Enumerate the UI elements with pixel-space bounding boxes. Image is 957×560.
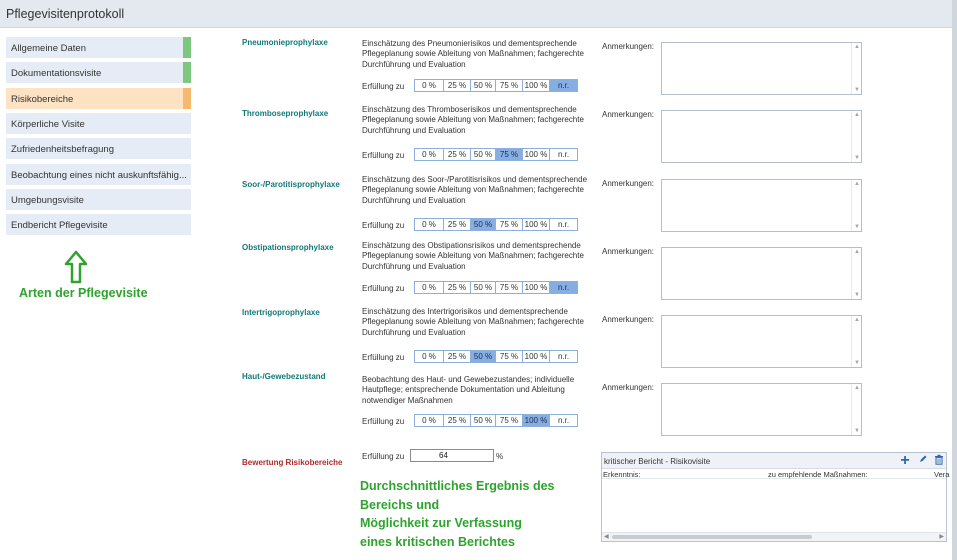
sidebar-item-label: Umgebungsvisite [11, 195, 84, 206]
fulfillment-option[interactable]: 25 % [444, 219, 471, 230]
scroll-down-icon[interactable]: ▼ [854, 155, 860, 161]
category-description: Einschätzung des Pneumonierisikos und dementsprechende Pflegeplanung sowie Ableitung von Maßnahmen; fachgerechte Durchführung und Evaluation [362, 39, 584, 69]
sidebar-item[interactable] [6, 113, 191, 134]
fulfillment-selector [414, 218, 578, 231]
sidebar-annotation: Arten der Pflegevisite [19, 286, 148, 300]
window-title: Pflegevisitenprotokoll [6, 7, 125, 21]
report-title: kritischer Bericht - Risikovisite [604, 457, 711, 466]
fulfillment-option[interactable]: n.r. [557, 220, 570, 229]
callout-line: Bereichs und [360, 497, 440, 512]
erfuellung-label: Erfüllung zu [362, 151, 405, 160]
anmerkungen-label: Anmerkungen: [602, 383, 655, 392]
column-vera[interactable]: Vera [934, 470, 950, 479]
fulfillment-option[interactable]: 50 % [471, 415, 496, 426]
callout-line: Möglichkeit zur Verfassung [360, 516, 522, 530]
fulfillment-option[interactable]: 100 % [523, 415, 550, 426]
fulfillment-option[interactable]: 25 % [444, 351, 471, 362]
fulfillment-option[interactable]: n.r. [557, 150, 570, 159]
category-title: Soor-/Parotitisprophylaxe [242, 180, 340, 189]
sidebar-item-label: Dokumentationsvisite [11, 68, 102, 79]
fulfillment-option[interactable]: 100 % [523, 219, 550, 230]
status-indicator [183, 62, 191, 83]
fulfillment-selector [414, 79, 578, 92]
erfuellung-label: Erfüllung zu [362, 417, 405, 426]
horizontal-scrollbar[interactable] [602, 532, 946, 541]
pencil-icon [918, 454, 928, 464]
anmerkungen-label: Anmerkungen: [602, 247, 655, 256]
up-arrow-icon [64, 250, 88, 284]
status-indicator [183, 88, 191, 109]
fulfillment-option[interactable]: 0 % [415, 351, 444, 362]
scroll-down-icon[interactable]: ▼ [854, 360, 860, 366]
scroll-up-icon[interactable]: ▲ [854, 181, 860, 187]
anmerkungen-label: Anmerkungen: [602, 315, 655, 324]
category-description: Einschätzung des Soor-/Parotitisrisikos und dementsprechende Pflegeplanung sowie Ableitung von Maßnahmen; fachgerechte Durchführung und Evaluation [362, 175, 588, 205]
fulfillment-option[interactable]: 75 % [496, 80, 523, 91]
sidebar-item[interactable] [6, 88, 191, 109]
fulfillment-selector [414, 148, 578, 161]
category-title: Thromboseprophylaxe [242, 109, 329, 118]
fulfillment-option[interactable]: 0 % [415, 149, 444, 160]
fulfillment-option[interactable]: 25 % [444, 149, 471, 160]
callout-annotation [360, 477, 570, 551]
anmerkungen-textarea[interactable] [661, 110, 862, 163]
report-header [602, 453, 946, 469]
category-title: Haut-/Gewebezustand [242, 372, 326, 381]
category-title: Obstipationsprophylaxe [242, 243, 334, 252]
textarea-scrollbar[interactable] [851, 111, 861, 162]
sidebar-item[interactable] [6, 62, 191, 83]
fulfillment-option[interactable]: 50 % [471, 80, 496, 91]
scroll-up-icon[interactable]: ▲ [854, 249, 860, 255]
category-description: Einschätzung des Obstipationsrisikos und dementsprechende Pflegeplanung sowie Ableitung von Maßnahmen; fachgerechte Durchführung und Evaluation [362, 241, 584, 271]
delete-icon[interactable] [932, 454, 946, 468]
report-columns [602, 469, 950, 479]
fulfillment-option[interactable]: 50 % [471, 219, 496, 230]
sidebar-item[interactable] [6, 164, 191, 185]
sidebar-item-label: Körperliche Visite [11, 119, 85, 130]
fulfillment-option[interactable]: n.r. [550, 282, 577, 293]
scroll-up-icon[interactable]: ▲ [854, 385, 860, 391]
bewertung-label: Bewertung Risikobereiche [242, 458, 343, 467]
percent-label: % [496, 452, 504, 461]
fulfillment-option[interactable]: 0 % [415, 80, 444, 91]
category-description: Einschätzung des Thromboserisikos und dementsprechende Pflegeplanung sowie Ableitung von Maßnahmen; fachgerechte Durchführung und Evaluation [362, 105, 584, 135]
scroll-up-icon[interactable]: ▲ [854, 44, 860, 50]
category-description: Einschätzung des Intertrigorisikos und dementsprechende Pflegeplanung sowie Ableitung von Maßnahmen; fachgerechte Durchführung und Evaluation [362, 307, 584, 337]
title-bar [0, 0, 952, 28]
scroll-left-icon[interactable]: ◀ [604, 534, 609, 540]
sidebar-item-label: Risikobereiche [11, 94, 74, 105]
textarea-scrollbar[interactable] [851, 384, 861, 435]
sidebar-item[interactable] [6, 214, 191, 235]
textarea-scrollbar[interactable] [851, 43, 861, 94]
scroll-down-icon[interactable]: ▼ [854, 224, 860, 230]
callout-line: eines kritischen Berichtes [360, 534, 515, 549]
textarea-scrollbar[interactable] [851, 248, 861, 299]
anmerkungen-textarea[interactable] [661, 179, 862, 232]
fulfillment-option[interactable]: 50 % [471, 282, 496, 293]
sidebar-item-label: Allgemeine Daten [11, 43, 86, 54]
fulfillment-option[interactable]: 25 % [444, 282, 471, 293]
scroll-down-icon[interactable]: ▼ [854, 428, 860, 434]
fulfillment-option[interactable]: 75 % [496, 415, 523, 426]
edit-icon[interactable] [916, 454, 930, 468]
average-erfuellung-label: Erfüllung zu [362, 452, 405, 461]
fulfillment-option[interactable]: 75 % [496, 219, 523, 230]
fulfillment-option[interactable]: n.r. [557, 416, 570, 425]
erfuellung-label: Erfüllung zu [362, 221, 405, 230]
anmerkungen-textarea[interactable] [661, 315, 862, 368]
column-erkenntnis[interactable]: Erkenntnis: [603, 470, 641, 479]
anmerkungen-textarea[interactable] [661, 42, 862, 95]
erfuellung-label: Erfüllung zu [362, 353, 405, 362]
trash-icon [934, 454, 944, 465]
column-massnahmen[interactable]: zu empfehlende Maßnahmen: [768, 470, 868, 479]
erfuellung-label: Erfüllung zu [362, 284, 405, 293]
fulfillment-option[interactable]: 0 % [415, 282, 444, 293]
window-right-border [952, 0, 957, 560]
callout-line: Durchschnittliches Ergebnis des [360, 479, 555, 493]
fulfillment-option[interactable]: n.r. [550, 80, 577, 91]
fulfillment-option[interactable]: 50 % [471, 149, 496, 160]
anmerkungen-textarea[interactable] [661, 247, 862, 300]
sidebar-item-label: Endbericht Pflegevisite [11, 220, 108, 231]
scroll-down-icon[interactable]: ▼ [854, 87, 860, 93]
fulfillment-option[interactable]: 0 % [415, 415, 444, 426]
category-title: Pneumonieprophylaxe [242, 38, 328, 47]
fulfillment-selector [414, 350, 578, 363]
fulfillment-selector [414, 414, 578, 427]
fulfillment-option[interactable]: 75 % [496, 149, 523, 160]
fulfillment-option[interactable]: 100 % [523, 351, 550, 362]
erfuellung-label: Erfüllung zu [362, 82, 405, 91]
sidebar-item-label: Zufriedenheitsbefragung [11, 144, 114, 155]
anmerkungen-textarea[interactable] [661, 383, 862, 436]
category-title: Intertrigoprophylaxe [242, 308, 320, 317]
anmerkungen-label: Anmerkungen: [602, 110, 655, 119]
critical-report-panel [601, 452, 950, 542]
fulfillment-option[interactable]: 100 % [523, 149, 550, 160]
status-indicator [183, 37, 191, 58]
textarea-scrollbar[interactable] [851, 316, 861, 367]
add-icon[interactable]: + [900, 452, 910, 469]
average-score-field[interactable]: 64 [410, 449, 494, 462]
fulfillment-option[interactable]: 25 % [444, 80, 471, 91]
sidebar-item[interactable] [6, 189, 191, 210]
fulfillment-option[interactable]: 0 % [415, 219, 444, 230]
scroll-down-icon[interactable]: ▼ [854, 292, 860, 298]
scroll-up-icon[interactable]: ▲ [854, 112, 860, 118]
fulfillment-option[interactable]: 50 % [471, 351, 496, 362]
fulfillment-option[interactable]: 100 % [523, 282, 550, 293]
textarea-scrollbar[interactable] [851, 180, 861, 231]
anmerkungen-label: Anmerkungen: [602, 42, 655, 51]
scroll-right-icon[interactable]: ▶ [939, 534, 944, 540]
fulfillment-option[interactable]: 75 % [496, 351, 523, 362]
fulfillment-option[interactable]: 25 % [444, 415, 471, 426]
scroll-thumb[interactable] [612, 535, 812, 539]
sidebar-item-label: Beobachtung eines nicht auskunftsfähig... [11, 170, 187, 181]
fulfillment-selector [414, 281, 578, 294]
fulfillment-option[interactable]: 75 % [496, 282, 523, 293]
anmerkungen-label: Anmerkungen: [602, 179, 655, 188]
sidebar-item[interactable] [6, 37, 191, 58]
fulfillment-option[interactable]: n.r. [557, 352, 570, 361]
sidebar-item[interactable] [6, 138, 191, 159]
category-description: Beobachtung des Haut- und Gewebezustandes; individuelle Hautpflege; entsprechende Dokumentation und Ableitung notwendiger Maßnahmen [362, 375, 575, 405]
scroll-up-icon[interactable]: ▲ [854, 317, 860, 323]
fulfillment-option[interactable]: 100 % [523, 80, 550, 91]
